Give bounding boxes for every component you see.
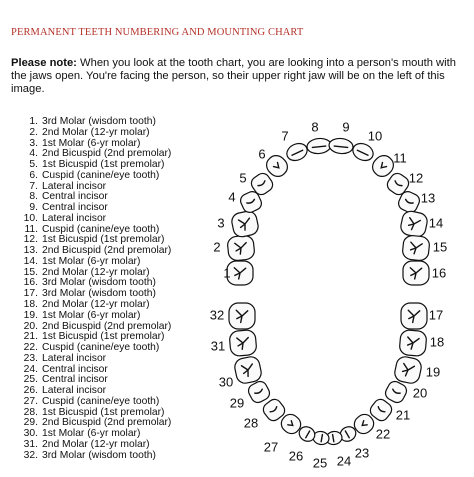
tooth-20 (383, 379, 409, 405)
tooth-list-number: 25. (23, 374, 38, 386)
tooth-number-27: 27 (263, 439, 279, 455)
tooth-number-25: 25 (312, 455, 328, 471)
tooth-15 (402, 235, 430, 262)
tooth-14 (399, 210, 428, 239)
tooth-list-name: 3rd Molar (wisdom tooth) (42, 116, 156, 127)
tooth-list-number: 4. (29, 148, 38, 160)
tooth-number-6: 6 (258, 146, 266, 162)
tooth-29 (246, 379, 272, 405)
note-text: When you look at the tooth chart, you are looking into a person's mouth with the jaws open. You're facing the person, so their upper right jaw will be on the left of this image. (11, 57, 456, 95)
tooth-list-name: 3rd Molar (wisdom tooth) (42, 277, 156, 289)
tooth-list-name: 1st Molar (6-yr molar) (42, 137, 141, 149)
tooth-list-name: 2nd Molar (12-yr molar) (42, 266, 150, 278)
tooth-3 (230, 210, 259, 239)
tooth-17 (401, 303, 427, 329)
tooth-number-23: 23 (354, 445, 370, 461)
tooth-outline (328, 137, 353, 154)
tooth-list-name: Cuspid (canine/eye tooth) (42, 223, 160, 235)
tooth-number-18: 18 (429, 334, 445, 350)
tooth-list-name: 2nd Bicuspid (2nd premolar) (42, 320, 172, 332)
tooth-31 (229, 329, 257, 356)
tooth-list-number: 15. (23, 266, 38, 278)
tooth-list-number: 9. (29, 202, 38, 214)
tooth-list-number: 31. (23, 438, 38, 450)
tooth-list-name: Lateral incisor (42, 180, 107, 192)
tooth-number-labels (210, 119, 447, 470)
tooth-number-5: 5 (239, 170, 247, 186)
tooth-number-2: 2 (213, 239, 221, 255)
tooth-number-9: 9 (342, 119, 350, 135)
tooth-list-name: Central incisor (42, 202, 108, 214)
tooth-number-4: 4 (228, 189, 236, 205)
tooth-list-number: 8. (29, 191, 38, 203)
tooth-number-13: 13 (420, 190, 436, 206)
tooth-outline (306, 137, 331, 154)
tooth-list-number: 22. (23, 342, 38, 354)
tooth-number-31: 31 (210, 338, 226, 354)
tooth-10 (350, 140, 376, 163)
tooth-8 (306, 137, 331, 154)
tooth-list-number: 32. (23, 449, 38, 461)
tooth-list-number: 12. (23, 234, 38, 246)
tooth-list-number: 2. (29, 126, 38, 138)
tooth-list-name: 2nd Molar (12-yr molar) (42, 299, 150, 311)
tooth-number-3: 3 (217, 215, 225, 231)
tooth-list-number: 18. (23, 299, 38, 311)
teeth-layer (227, 137, 430, 446)
tooth-list-name: Lateral incisor (42, 212, 107, 224)
tooth-list-name: Cuspid (canine/eye tooth) (42, 342, 160, 354)
tooth-list-name: 1st Bicuspid (1st premolar) (42, 159, 165, 171)
tooth-number-20: 20 (412, 385, 428, 401)
tooth-list-name: 2nd Bicuspid (2nd premolar) (42, 245, 172, 257)
tooth-number-15: 15 (432, 239, 448, 255)
tooth-1 (227, 261, 253, 285)
tooth-outline (350, 140, 376, 163)
tooth-list-number: 21. (23, 331, 38, 343)
tooth-list-name: 1st Bicuspid (1st premolar) (42, 406, 165, 418)
tooth-list-name: Central incisor (42, 363, 108, 375)
tooth-16 (403, 261, 429, 285)
tooth-list-number: 23. (23, 352, 38, 364)
tooth-list-number: 3. (29, 137, 38, 149)
page-title: PERMANENT TEETH NUMBERING AND MOUNTING CHART (11, 27, 304, 38)
tooth-list-number: 26. (23, 385, 38, 397)
tooth-number-1: 1 (223, 265, 231, 281)
tooth-19 (393, 355, 423, 385)
note-label: Please note: (11, 57, 77, 69)
tooth-list-number: 5. (29, 159, 38, 171)
tooth-number-29: 29 (229, 395, 245, 411)
tooth-list-name: 1st Molar (6-yr molar) (42, 428, 141, 440)
tooth-number-7: 7 (281, 128, 289, 144)
tooth-7 (284, 140, 310, 163)
tooth-list-number: 13. (23, 245, 38, 257)
tooth-list-number: 11. (24, 223, 38, 235)
tooth-number-21: 21 (395, 407, 411, 423)
tooth-list-number: 16. (23, 277, 38, 289)
tooth-list-number: 30. (23, 428, 38, 440)
tooth-list-number: 28. (23, 406, 38, 418)
tooth-list-name: Cuspid (canine/eye tooth) (42, 395, 160, 407)
tooth-list-name: Central incisor (42, 374, 108, 386)
tooth-list-number: 20. (23, 320, 38, 332)
tooth-number-11: 11 (393, 150, 407, 166)
tooth-list-name: 1st Molar (6-yr molar) (42, 255, 141, 267)
tooth-number-12: 12 (408, 170, 424, 186)
tooth-list-number: 29. (23, 417, 38, 429)
tooth-list-number: 24. (23, 363, 38, 375)
tooth-number-16: 16 (431, 265, 447, 281)
tooth-list-number: 14. (23, 255, 38, 267)
tooth-list-number: 19. (23, 309, 38, 321)
tooth-number-32: 32 (209, 307, 225, 323)
tooth-list-name: 2nd Molar (12-yr molar) (42, 438, 150, 450)
tooth-30 (233, 355, 263, 385)
tooth-list-name: 3rd Molar (wisdom tooth) (42, 288, 156, 300)
tooth-2 (227, 235, 255, 262)
tooth-list-name: Lateral incisor (42, 352, 107, 364)
tooth-18 (399, 329, 427, 356)
tooth-list-name: 2nd Bicuspid (2nd premolar) (42, 417, 172, 429)
tooth-number-24: 24 (336, 453, 352, 469)
tooth-list-number: 10. (23, 212, 38, 224)
tooth-list-name: 2nd Molar (12-yr molar) (42, 126, 150, 138)
tooth-list-number: 27. (23, 395, 38, 407)
tooth-number-10: 10 (367, 128, 383, 144)
tooth-list-name: 1st Bicuspid (1st premolar) (42, 331, 165, 343)
tooth-list-number: 7. (29, 180, 38, 192)
tooth-32 (229, 303, 255, 329)
tooth-list-number: 6. (29, 169, 38, 181)
tooth-number-17: 17 (428, 307, 444, 323)
tooth-list-name: 2nd Bicuspid (2nd premolar) (42, 148, 172, 160)
tooth-number-28: 28 (243, 415, 259, 431)
tooth-list-name: Cuspid (canine/eye tooth) (42, 169, 160, 181)
tooth-number-14: 14 (428, 215, 444, 231)
tooth-list-number: 17. (23, 288, 38, 300)
tooth-9 (328, 137, 353, 154)
tooth-list-number: 1. (29, 116, 38, 127)
tooth-list-name: 1st Molar (6-yr molar) (42, 309, 141, 321)
tooth-number-26: 26 (288, 448, 304, 464)
tooth-list-name: Central incisor (42, 191, 108, 203)
tooth-list-name: 3rd Molar (wisdom tooth) (42, 449, 156, 461)
tooth-number-8: 8 (311, 119, 319, 135)
tooth-list-name: 1st Bicuspid (1st premolar) (42, 234, 165, 246)
tooth-number-30: 30 (218, 374, 234, 390)
tooth-outline (284, 140, 310, 163)
tooth-list-name: Lateral incisor (42, 385, 107, 397)
tooth-number-19: 19 (425, 364, 441, 380)
tooth-number-22: 22 (375, 426, 391, 442)
